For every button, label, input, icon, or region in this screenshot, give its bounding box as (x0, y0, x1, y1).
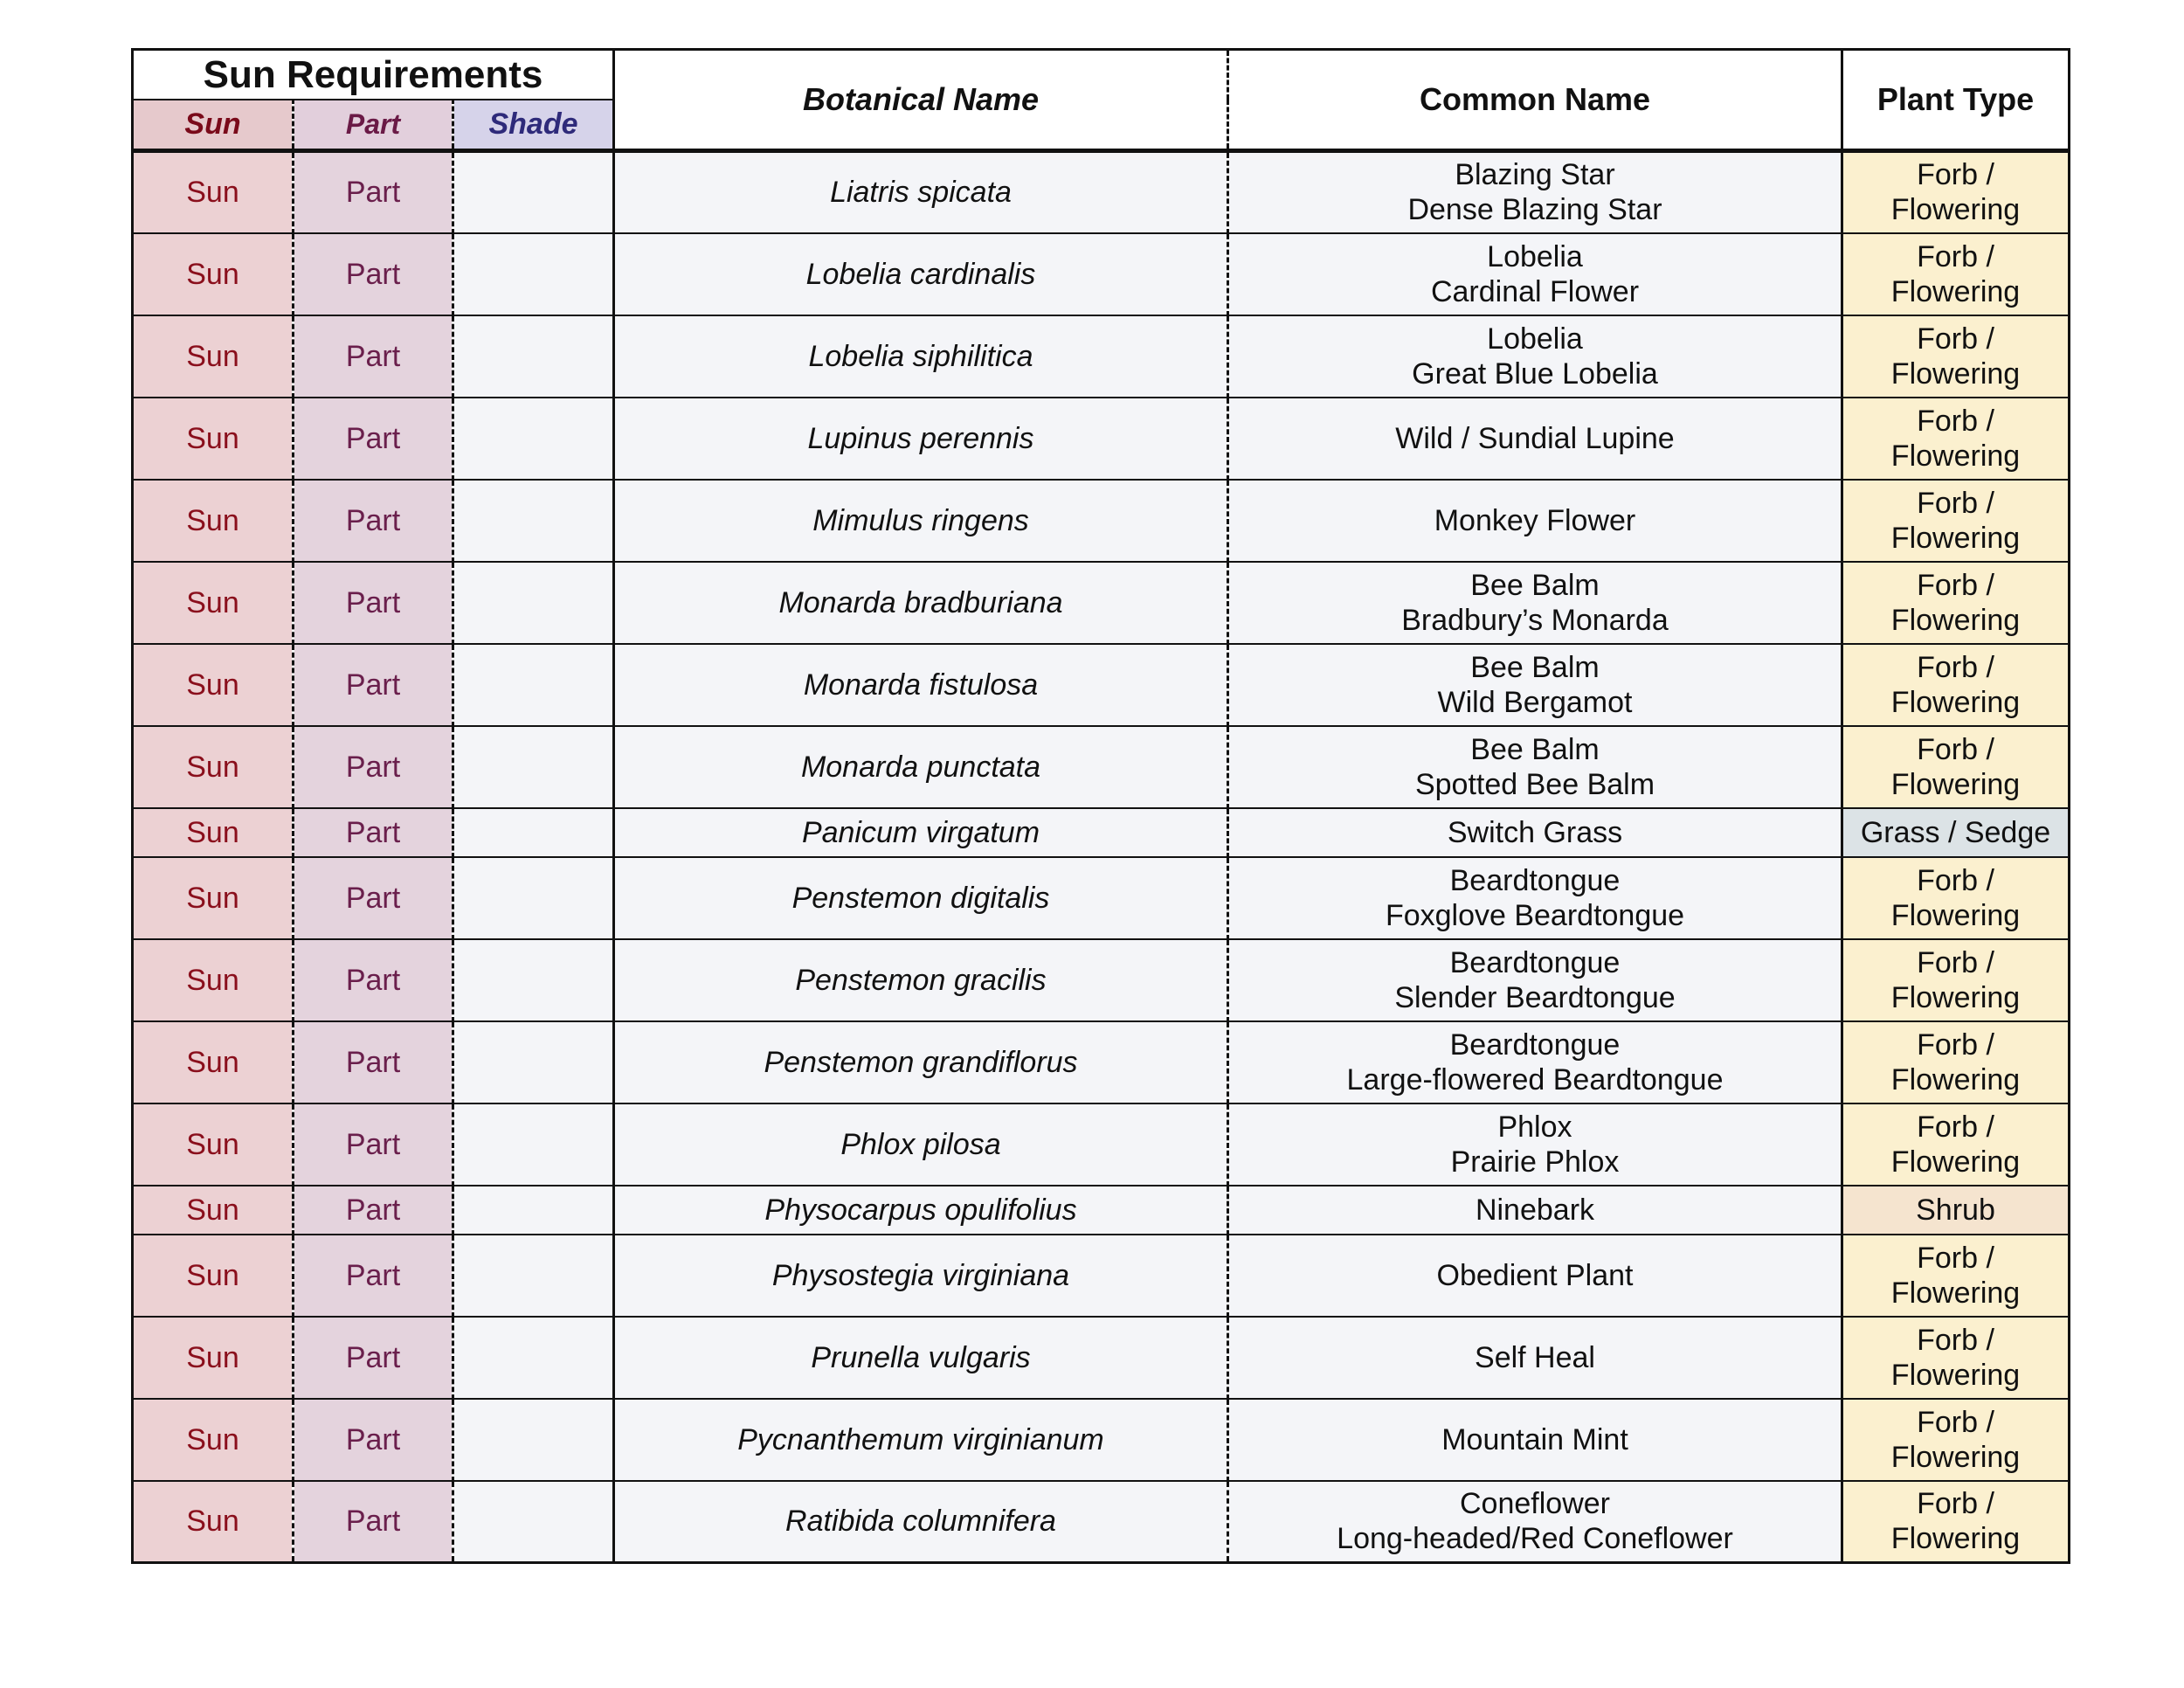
common-name-cell (1228, 808, 1842, 857)
shade-cell (453, 233, 614, 315)
shade-cell (453, 151, 614, 233)
common-name-line: Beardtongue (1449, 863, 1621, 897)
plant-type-line: Flowering (1890, 1358, 2021, 1392)
plant-type-line: Flowering (1890, 1440, 2021, 1474)
plant-type-line: Flowering (1890, 193, 2021, 227)
plant-type-line: Flowering (1890, 685, 2021, 719)
shade-cell (453, 315, 614, 398)
common-name-cell (1228, 857, 1842, 939)
common-name-cell (1228, 480, 1842, 562)
botanical-name-cell: Physocarpus opulifolius (614, 1186, 1228, 1235)
sun-cell: Sun (133, 1021, 294, 1103)
plant-type-cell (1842, 1186, 2070, 1235)
plant-type-line: Flowering (1890, 603, 2021, 637)
sun-cell: Sun (133, 857, 294, 939)
sun-cell: Sun (133, 562, 294, 644)
plant-type-line: Forb / (1917, 1405, 1994, 1439)
plant-type-header: Plant Type (1842, 50, 2070, 151)
botanical-name-cell: Lupinus perennis (614, 398, 1228, 480)
shade-cell (453, 1481, 614, 1563)
plant-type-cell (1842, 1481, 2070, 1563)
plant-type-line: Forb / (1917, 1027, 1994, 1062)
plant-type-cell (1842, 1317, 2070, 1399)
common-name-line: Bee Balm (1470, 568, 1600, 602)
botanical-name-cell: Monarda fistulosa (614, 644, 1228, 726)
table-row (133, 398, 2070, 480)
sun-cell: Sun (133, 1235, 294, 1317)
part-cell: Part (294, 398, 453, 480)
table-row (133, 808, 2070, 857)
plant-type-line: Forb / (1917, 863, 1994, 897)
sun-cell: Sun (133, 398, 294, 480)
table-row (133, 480, 2070, 562)
common-name-line: Mountain Mint (1441, 1422, 1628, 1456)
table-row (133, 315, 2070, 398)
table-row (133, 726, 2070, 808)
shade-cell (453, 1317, 614, 1399)
plant-type-line: Forb / (1917, 945, 1994, 979)
plant-type-line: Flowering (1890, 274, 2021, 308)
plant-type-line: Flowering (1890, 767, 2021, 801)
common-name-line: Self Heal (1475, 1340, 1595, 1374)
common-name-line: Lobelia (1487, 239, 1583, 273)
part-column-header: Part (294, 100, 453, 151)
common-name-cell (1228, 1317, 1842, 1399)
plant-type-line: Flowering (1890, 1062, 2021, 1097)
common-name-cell (1228, 644, 1842, 726)
botanical-name-cell: Penstemon gracilis (614, 939, 1228, 1021)
part-cell: Part (294, 939, 453, 1021)
botanical-name-cell: Penstemon grandiflorus (614, 1021, 1228, 1103)
plant-type-cell (1842, 562, 2070, 644)
plant-type-line: Flowering (1890, 356, 2021, 391)
plant-type-line: Forb / (1917, 404, 1994, 438)
part-cell: Part (294, 644, 453, 726)
common-name-line: Dense Blazing Star (1407, 193, 1662, 227)
plant-type-cell (1842, 480, 2070, 562)
table-row (133, 562, 2070, 644)
sun-column-header: Sun (133, 100, 294, 151)
common-name-line: Lobelia (1487, 322, 1583, 356)
botanical-name-cell: Mimulus ringens (614, 480, 1228, 562)
common-name-line: Obedient Plant (1436, 1258, 1634, 1292)
part-cell: Part (294, 808, 453, 857)
shade-cell (453, 939, 614, 1021)
common-name-cell (1228, 151, 1842, 233)
shade-cell (453, 1021, 614, 1103)
botanical-name-cell: Penstemon digitalis (614, 857, 1228, 939)
table-row (133, 939, 2070, 1021)
table-body (133, 151, 2070, 1563)
botanical-name-cell: Lobelia cardinalis (614, 233, 1228, 315)
plant-type-line: Forb / (1917, 486, 1994, 520)
table-row (133, 857, 2070, 939)
table-header (133, 50, 2070, 151)
botanical-name-cell: Physostegia virginiana (614, 1235, 1228, 1317)
part-cell: Part (294, 480, 453, 562)
sun-cell: Sun (133, 233, 294, 315)
botanical-name-header: Botanical Name (614, 50, 1228, 151)
plant-type-line: Flowering (1890, 1145, 2021, 1179)
botanical-name-cell: Prunella vulgaris (614, 1317, 1228, 1399)
table-row (133, 233, 2070, 315)
sun-cell: Sun (133, 480, 294, 562)
plant-type-line: Forb / (1917, 568, 1994, 602)
table-row (133, 1186, 2070, 1235)
table-row (133, 644, 2070, 726)
shade-cell (453, 1235, 614, 1317)
shade-cell (453, 1103, 614, 1186)
common-name-cell (1228, 726, 1842, 808)
common-name-line: Bee Balm (1470, 732, 1600, 766)
plant-type-line: Forb / (1917, 1487, 1994, 1521)
common-name-line: Long-headed/Red Coneflower (1337, 1522, 1733, 1556)
part-cell: Part (294, 562, 453, 644)
plant-type-line: Flowering (1890, 521, 2021, 555)
common-name-line: Monkey Flower (1434, 503, 1636, 537)
table-row (133, 1103, 2070, 1186)
plant-table (131, 48, 2070, 1564)
part-cell: Part (294, 1399, 453, 1481)
table-row (133, 1317, 2070, 1399)
common-name-cell (1228, 233, 1842, 315)
plant-type-cell (1842, 857, 2070, 939)
botanical-name-cell: Monarda bradburiana (614, 562, 1228, 644)
plant-type-cell (1842, 939, 2070, 1021)
common-name-line: Ninebark (1475, 1193, 1595, 1227)
plant-type-line: Forb / (1917, 239, 1994, 273)
plant-type-line: Flowering (1890, 980, 2021, 1014)
shade-cell (453, 1399, 614, 1481)
common-name-line: Foxglove Beardtongue (1385, 898, 1685, 932)
botanical-name-cell: Panicum virgatum (614, 808, 1228, 857)
sun-cell: Sun (133, 726, 294, 808)
part-cell: Part (294, 1235, 453, 1317)
sun-cell: Sun (133, 1317, 294, 1399)
plant-type-cell (1842, 315, 2070, 398)
sun-cell: Sun (133, 1481, 294, 1563)
table-row (133, 1021, 2070, 1103)
sun-cell: Sun (133, 808, 294, 857)
plant-type-line: Forb / (1917, 1110, 1994, 1144)
plant-type-cell (1842, 1399, 2070, 1481)
sun-requirements-header: Sun Requirements (133, 50, 614, 100)
sun-cell: Sun (133, 1399, 294, 1481)
part-cell: Part (294, 726, 453, 808)
common-name-line: Beardtongue (1449, 1027, 1621, 1062)
common-name-cell (1228, 1399, 1842, 1481)
part-cell: Part (294, 1186, 453, 1235)
plant-type-cell (1842, 808, 2070, 857)
plant-type-line: Grass / Sedge (1860, 815, 2051, 849)
part-cell: Part (294, 315, 453, 398)
shade-cell (453, 726, 614, 808)
plant-type-cell (1842, 1021, 2070, 1103)
common-name-line: Phlox (1497, 1110, 1572, 1144)
part-cell: Part (294, 233, 453, 315)
plant-type-line: Forb / (1917, 322, 1994, 356)
sun-cell: Sun (133, 644, 294, 726)
common-name-cell (1228, 562, 1842, 644)
common-name-cell (1228, 1235, 1842, 1317)
common-name-line: Spotted Bee Balm (1414, 767, 1655, 801)
botanical-name-cell: Phlox pilosa (614, 1103, 1228, 1186)
botanical-name-cell: Liatris spicata (614, 151, 1228, 233)
common-name-line: Bradbury’s Monarda (1401, 603, 1669, 637)
shade-column-header: Shade (453, 100, 614, 151)
common-name-cell (1228, 939, 1842, 1021)
table-row (133, 1235, 2070, 1317)
part-cell: Part (294, 1021, 453, 1103)
plant-type-line: Flowering (1890, 898, 2021, 932)
sun-cell: Sun (133, 1103, 294, 1186)
sun-cell: Sun (133, 315, 294, 398)
plant-type-line: Flowering (1890, 1522, 2021, 1556)
shade-cell (453, 644, 614, 726)
common-name-line: Blazing Star (1455, 158, 1615, 192)
part-cell: Part (294, 1103, 453, 1186)
sun-cell: Sun (133, 151, 294, 233)
part-cell: Part (294, 1481, 453, 1563)
part-cell: Part (294, 1317, 453, 1399)
plant-type-cell (1842, 151, 2070, 233)
botanical-name-cell: Ratibida columnifera (614, 1481, 1228, 1563)
common-name-line: Slender Beardtongue (1394, 980, 1676, 1014)
common-name-line: Bee Balm (1470, 650, 1600, 684)
common-name-line: Switch Grass (1447, 815, 1623, 849)
common-name-cell (1228, 315, 1842, 398)
part-cell: Part (294, 151, 453, 233)
shade-cell (453, 808, 614, 857)
common-name-line: Beardtongue (1449, 945, 1621, 979)
botanical-name-cell: Monarda punctata (614, 726, 1228, 808)
shade-cell (453, 1186, 614, 1235)
shade-cell (453, 480, 614, 562)
shade-cell (453, 398, 614, 480)
plant-type-cell (1842, 1103, 2070, 1186)
plant-type-line: Flowering (1890, 439, 2021, 473)
common-name-line: Wild Bergamot (1437, 685, 1633, 719)
plant-type-line: Flowering (1890, 1276, 2021, 1310)
plant-type-cell (1842, 726, 2070, 808)
shade-cell (453, 857, 614, 939)
plant-type-line: Forb / (1917, 650, 1994, 684)
plant-type-cell (1842, 644, 2070, 726)
botanical-name-cell: Pycnanthemum virginianum (614, 1399, 1228, 1481)
sun-cell: Sun (133, 939, 294, 1021)
table-row (133, 151, 2070, 233)
plant-type-cell (1842, 1235, 2070, 1317)
sun-cell: Sun (133, 1186, 294, 1235)
common-name-header: Common Name (1228, 50, 1842, 151)
common-name-cell (1228, 1103, 1842, 1186)
plant-type-line: Forb / (1917, 1241, 1994, 1275)
common-name-line: Large-flowered Beardtongue (1346, 1062, 1724, 1097)
common-name-line: Coneflower (1460, 1487, 1610, 1521)
common-name-cell (1228, 1021, 1842, 1103)
common-name-line: Cardinal Flower (1430, 274, 1640, 308)
plant-type-line: Shrub (1916, 1193, 1995, 1227)
part-cell: Part (294, 857, 453, 939)
common-name-line: Prairie Phlox (1450, 1145, 1620, 1179)
plant-type-line: Forb / (1917, 158, 1994, 192)
common-name-cell (1228, 1481, 1842, 1563)
table-row (133, 1481, 2070, 1563)
common-name-cell (1228, 1186, 1842, 1235)
plant-type-cell (1842, 398, 2070, 480)
botanical-name-cell: Lobelia siphilitica (614, 315, 1228, 398)
plant-type-line: Forb / (1917, 1323, 1994, 1357)
common-name-line: Great Blue Lobelia (1412, 356, 1658, 391)
plant-type-cell (1842, 233, 2070, 315)
shade-cell (453, 562, 614, 644)
common-name-line: Wild / Sundial Lupine (1395, 421, 1675, 455)
plant-type-line: Forb / (1917, 732, 1994, 766)
table-row (133, 1399, 2070, 1481)
common-name-cell (1228, 398, 1842, 480)
